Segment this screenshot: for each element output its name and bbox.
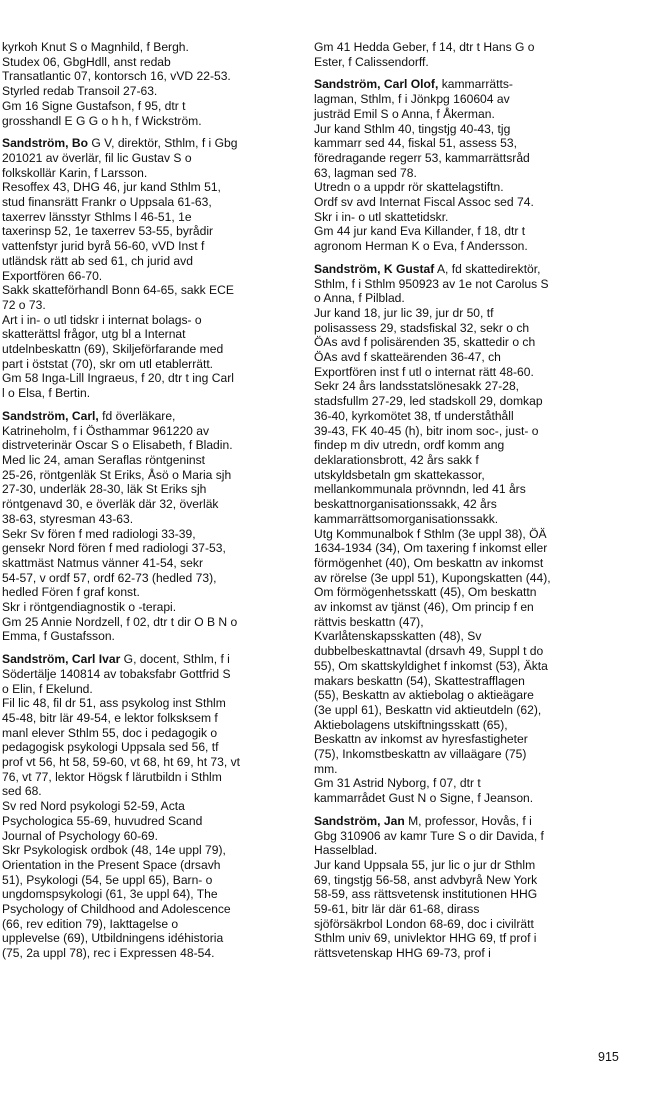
entry-text: M, professor, Hovås, f i Gbg 310906 av kamr Ture S o dir Davida, f Hasselblad. Jur kand Uppsala 55, jur lic o jur dr Sthlm 69, tingstjg 56-58, anst advbyrå New York 58-59, ass rättsvetensk institutionen HHG 59-61, bitr lär där 61-68, dirass sjöförsäkrbol London 68-69, doc i civilrätt Sthlm univ 69, univlektor HHG 69, tf prof i rättsvetenskap HHG 69-73, prof i bbox=[314, 813, 544, 961]
entry-sandstrom-carl bbox=[2, 409, 302, 644]
entry-text: kammarrätts- lagman, Sthlm, f i Jönkpg 160604 av justräd Emil S o Anna, f Åkerman. Jur kand Sthlm 40, tingstjg 40-43, tjg kammarr sed 44, fiskal 51, assess 53, föredragande regerr 53, kammarrättsråd 63, lagman sed 78. Utredn o a uppdr rör skattelagstiftn. Ordf sv avd Internat Fiscal Assoc sed 74. Skr i in- o utl skattetidskr. Gm 44 jur kand Eva Killander, f 18, dtr t agronom Herman K o Eva, f Andersson. bbox=[314, 77, 534, 254]
entry-name: Sandström, Carl, bbox=[2, 408, 99, 423]
page-number: 915 bbox=[598, 1050, 619, 1064]
entry-text: A, fd skattedirektör, Sthlm, f i Sthlm 950923 av 1e not Carolus S o Anna, f Pilblad. Jur kand 18, jur lic 39, jur dr 50, tf polisassess 29, stadsfiskal 32, sekr o ch ÖAs avd f polisärenden 35, skattedir o ch ÖAs avd f skatteärenden 36-47, ch Exportfören inst f utl o internat rätt 48-60. Sekr 24 års landsstatslönesakk 27-28, stadsfullm 27-29, led stadskoll 29, domkap 36-40, kyrkomötet 38, tf underståthåll 39-43, FK 40-45 (h), bitr inom soc-, just- o findep m div utredn, ordf komm ang deklarationsbrott, 42 års sakk f utskyldsbetaln gm skattekassor, mellankommunala prövnndn, led 41 års beskattnorganisationssakk, 42 års kammarrättsomorganisationssakk. Utg Kommunalbok f Sthlm (3e uppl 38), ÖÄ 1634-1934 (34), Om taxering f inkomst eller förmögenhet (40), Om beskattn av inkomst av rörelse (3e uppl 51), Kupongskatten (44), Om förmögenhetsskatt (45), Om beskattn av inkomst av tjänst (46), Om princip f en rättvis beskattn (47), Kvarlåtenskapsskatten (48), Sv dubbelbeskattnavtal (drsavh 49, Suppl t do 55), Om skattskyldighet f inkomst (53), Äkta makars beskattn (54), Skattestrafflagen (55), Beskattn av aktiebolag o aktieägare (3e uppl 61), Beskattn vid aktieutdeln (62), Aktiebolagens utskiftningsskatt (65), Beskattn av inkomst av hyresfastigheter (75), Inkomstbeskattn av villaägare (75) mm. Gm 31 Astrid Nyborg, f 07, dtr t kammarrådet Gust N o Signe, f Jeanson. bbox=[314, 261, 551, 806]
right-column bbox=[314, 40, 614, 961]
entry-text: G, docent, Sthlm, f i Södertälje 140814 av tobaksfabr Gottfrid S o Elin, f Ekelund. Fil lic 48, fil dr 51, ass psykolog inst Sthlm 45-48, bitr lär 49-54, e lektor folksksem f manl elever Sthlm 55, doc i pedagogik o pedagogisk psykologi Uppsala sed 56, tf prof vt 56, ht 58, 59-60, vt 68, ht 69, ht 73, vt 76, vt 77, lektor Högsk f lärutbildn i Sthlm sed 68. Sv red Nord psykologi 52-59, Acta Psychologica 55-69, huvudred Scand Journal of Psychology 60-69. Skr Psykologisk ordbok (48, 14e uppl 79), Orientation in the Present Space (drsavh 51), Psykologi (54, 5e uppl 65), Barn- o ungdomspsykologi (61, 3e uppl 64), The Psychology of Childhood and Adolescence (66, rev edition 79), Iakttagelse o upplevelse (69), Utbildningens idéhistoria (75, 2a uppl 78), rec i Expressen 48-54. bbox=[2, 652, 240, 961]
entry-sandstrom-k-gustaf bbox=[314, 262, 614, 806]
entry-sandstrom-bo bbox=[2, 136, 302, 401]
entry-sandstrom-jan bbox=[314, 814, 614, 961]
entry-sandstrom-carl-ivar bbox=[2, 652, 302, 961]
left-column bbox=[2, 40, 302, 961]
entry-name: Sandström, Carl Ivar bbox=[2, 652, 121, 667]
entry-continuation: Gm 41 Hedda Geber, f 14, dtr t Hans G o Ester, f Calissendorff. bbox=[314, 40, 535, 69]
entry-sandstrom-carl-olof bbox=[314, 77, 614, 253]
entry-text: fd överläkare, Katrineholm, f i Östhammar 961220 av distrveterinär Oscar S o Elisabeth, f Bladin. Med lic 24, aman Seraflas röntgeninst 25-26, röntgenläk St Eriks, Åsö o Maria sjh 27-30, underläk 28-30, läk St Eriks sjh röntgenavd 30, e överläk där 32, överläk 38-63, styresman 43-63. Sekr Sv fören f med radiologi 33-39, gensekr Nord fören f med radiologi 37-53, skattmäst Natmus vänner 41-54, sekr 54-57, v ordf 57, ordf 62-73 (hedled 73), hedled Fören f graf konst. Skr i röntgendiagnostik o -terapi. Gm 25 Annie Nordzell, f 02, dtr t dir O B N o Emma, f Gustafsson. bbox=[2, 408, 238, 644]
entry-name: Sandström, Jan bbox=[314, 813, 405, 828]
entry-name: Sandström, K Gustaf bbox=[314, 261, 435, 276]
entry-text: G V, direktör, Sthlm, f i Gbg 201021 av överlär, fil lic Gustav S o folkskollär Karin, f Larsson. Resoffex 43, DHG 46, jur kand Sthlm 51, stud finansrätt Frankr o Uppsala 61-63, taxerrev länsstyr Sthlms l 46-51, 1e taxerinsp 52, 1e taxerrev 53-55, byrådir vattenfstyr jurid byrå 56-60, vVD Inst f utländsk rätt ab sed 61, ch jurid avd Exportfören 66-70. Sakk skatteförhandl Bonn 64-65, sakk ECE 72 o 73. Art i in- o utl tidskr i internat bolags- o skatterättsl frågor, utg bl a Internat utdelnbeskattn (69), Skiljeförfarande med part i öststat (70), skr om utl etablerrätt. Gm 58 Inga-Lill Ingraeus, f 20, dtr t ing Carl l o Elsa, f Bertin. bbox=[2, 136, 238, 401]
entry-continuation: kyrkoh Knut S o Magnhild, f Bergh. Studex 06, GbgHdll, anst redab Transatlantic 07, kontorsch 16, vVD 22-53. Styrled redab Transoil 27-63. Gm 16 Signe Gustafson, f 95, dtr t grosshandl E G G o h h, f Wickström. bbox=[2, 40, 231, 128]
entry-name: Sandström, Carl Olof, bbox=[314, 77, 439, 92]
entry-name: Sandström, Bo bbox=[2, 136, 89, 151]
